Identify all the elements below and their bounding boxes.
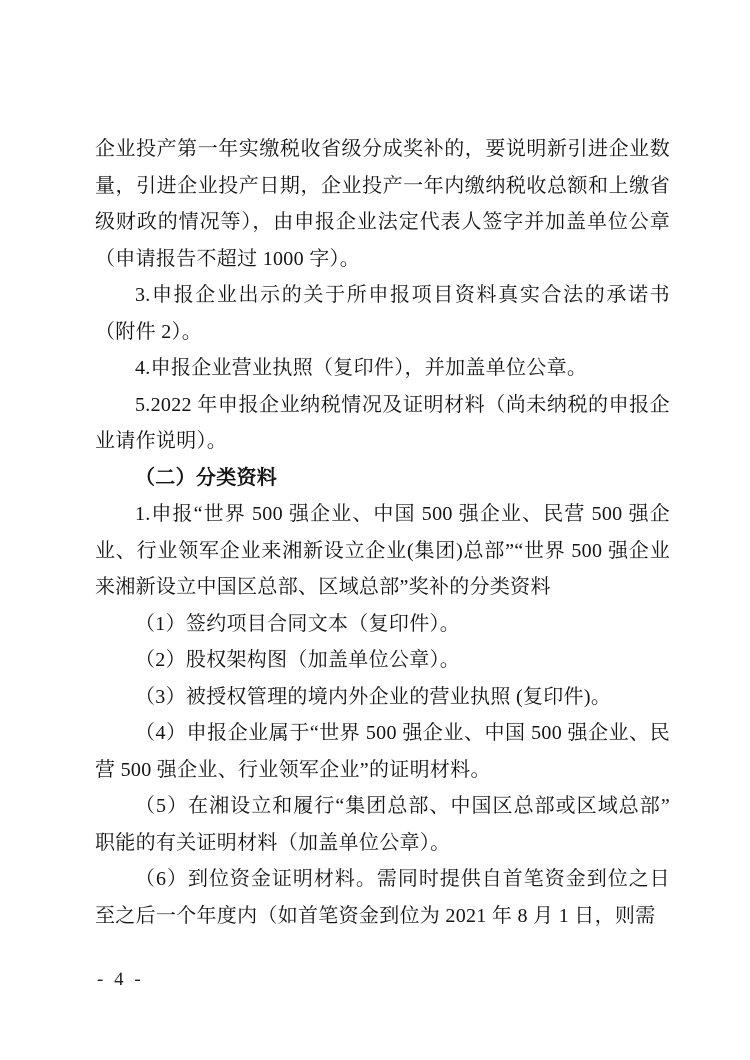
- paragraph-subitem-5: （5）在湘设立和履行“集团总部、中国区总部或区域总部”职能的有关证明材料（加盖单位公章）。: [95, 795, 670, 854]
- paragraph-item-3: 3.申报企业出示的关于所申报项目资料真实合法的承诺书（附件 2）。: [95, 284, 670, 343]
- paragraph-subitem-1: （1）签约项目合同文本（复印件）。: [135, 612, 461, 635]
- paragraph-subitem-4: （4）申报企业属于“世界 500 强企业、中国 500 强企业、民营 500 强企业、行业领军企业”的证明材料。: [95, 722, 670, 781]
- section-heading-classified-materials: （二）分类资料: [135, 466, 278, 489]
- paragraph-subitem-2: （2）股权架构图（加盖单位公章）。: [135, 649, 461, 671]
- paragraph-item-5: 5.2022 年申报企业纳税情况及证明材料（尚未纳税的申报企业请作说明）。: [95, 393, 670, 452]
- paragraph-continuation: 企业投产第一年实缴税收省级分成奖补的，要说明新引进企业数量，引进企业投产日期，企业投产一年内缴纳税收总额和上缴省级财政的情况等），由申报企业法定代表人签字并加盖单位公章（申请报告不超过 1000 字）。: [95, 138, 670, 270]
- paragraph-subitem-6: （6）到位资金证明材料。需同时提供自首笔资金到位之日至之后一个年度内（如首笔资金到位为 2021 年 8 月 1 日，则需: [95, 868, 670, 927]
- paragraph-subitem-3: （3）被授权管理的境内外企业的营业执照 (复印件)。: [135, 685, 612, 708]
- paragraph-item-4: 4.申报企业营业执照（复印件），并加盖单位公章。: [135, 357, 588, 379]
- document-body: [95, 131, 670, 934]
- paragraph-item-1-classified: 1.申报“世界 500 强企业、中国 500 强企业、民营 500 强企业、行业领军企业来湘新设立企业(集团)总部”“世界 500 强企业来湘新设立中国区总部、区域总部”奖补的分类资料: [95, 503, 670, 598]
- page-number: - 4 -: [97, 969, 144, 990]
